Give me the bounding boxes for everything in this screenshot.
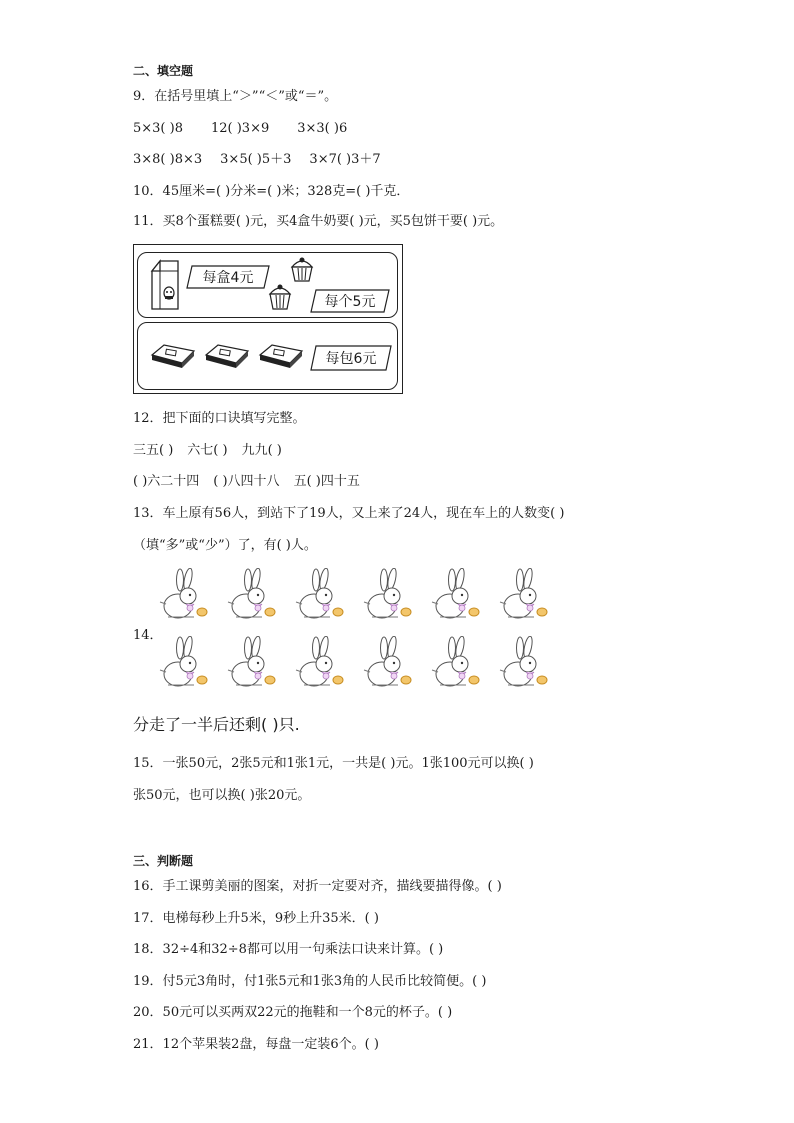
compare-item: 12( )3×9	[210, 121, 270, 136]
milk-carton-icon	[148, 257, 182, 313]
question-12-row-1	[133, 442, 282, 460]
rabbit-icon	[294, 636, 350, 692]
question-15-line-2: 张50元，也可以换( )张20元。	[133, 788, 311, 803]
section-title-fill-in: 二、填空题	[133, 64, 194, 78]
rabbit-icon	[294, 568, 350, 624]
rabbit-icon	[362, 636, 418, 692]
cake-price-tag	[310, 289, 390, 313]
rabbit-icon	[498, 636, 554, 692]
biscuit-pack-icon	[258, 343, 304, 369]
question-9-prompt: 9．在括号里填上“＞”“＜”或“＝”。	[133, 89, 338, 104]
question-17: 17．电梯每秒上升5米，9秒上升35米．( )	[133, 911, 379, 926]
biscuit-pack-icon	[150, 343, 196, 369]
question-18: 18．32÷4和32÷8都可以用一句乘法口诀来计算。( )	[133, 942, 444, 957]
cake-price-label: 每个5元	[324, 294, 376, 310]
price-picture	[133, 244, 403, 394]
milk-price-tag	[186, 265, 270, 289]
rabbit-icon	[158, 568, 214, 624]
rabbit-icon	[430, 636, 486, 692]
milk-price-label: 每盒4元	[202, 270, 254, 286]
rabbit-icon	[226, 636, 282, 692]
compare-item: 3×7( )3＋7	[309, 152, 381, 167]
compare-item: 3×5( )5＋3	[220, 152, 292, 167]
question-9-row-2	[133, 151, 381, 169]
rabbit-icon	[362, 568, 418, 624]
question-9-row-1	[133, 120, 347, 138]
biscuit-price-tag	[310, 345, 392, 371]
biscuit-price-label: 每包6元	[325, 351, 377, 367]
question-14-number: 14．	[133, 628, 163, 643]
rhyme-item: 五( )四十五	[293, 474, 360, 489]
section-title-judge: 三、判断题	[133, 854, 194, 868]
question-11: 11．买8个蛋糕要( )元，买4盒牛奶要( )元，买5包饼干要( )元。	[133, 214, 504, 229]
question-19: 19．付5元3角时，付1张5元和1张3角的人民币比较简便。( )	[133, 974, 487, 989]
panel-milk-cake	[137, 252, 398, 318]
rhyme-item: 三五( )	[133, 443, 174, 458]
rhyme-item: ( )六二十四	[133, 474, 200, 489]
question-15-line-1: 15．一张50元，2张5元和1张1元，一共是( )元。1张100元可以换( )	[133, 756, 534, 771]
rhyme-item: ( )八四十八	[213, 474, 280, 489]
question-12-prompt: 12．把下面的口诀填写完整。	[133, 411, 306, 426]
question-10: 10．45厘米=( )分米=( )米；328克=( )千克．	[133, 184, 410, 199]
question-13-line-2: （填“多”或“少”）了，有( )人。	[133, 538, 317, 553]
question-13-line-1: 13．车上原有56人，到站下了19人，又上来了24人，现在车上的人数变( )	[133, 506, 565, 521]
compare-item: 5×3( )8	[133, 121, 183, 136]
question-21: 21．12个苹果装2盘，每盘一定装6个。( )	[133, 1037, 379, 1052]
question-16: 16．手工课剪美丽的图案，对折一定要对齐，描线要描得像。( )	[133, 879, 502, 894]
cupcake-icon	[288, 255, 316, 283]
rabbit-icon	[430, 568, 486, 624]
rabbit-icon	[158, 636, 214, 692]
question-20: 20．50元可以买两双22元的拖鞋和一个8元的杯子。( )	[133, 1005, 453, 1020]
rabbit-icon	[226, 568, 282, 624]
cupcake-icon	[266, 281, 294, 311]
panel-biscuit	[137, 322, 398, 390]
biscuit-pack-icon	[204, 343, 250, 369]
question-12-row-2	[133, 473, 360, 491]
rabbit-icon	[498, 568, 554, 624]
rhyme-item: 九九( )	[241, 443, 282, 458]
rhyme-item: 六七( )	[187, 443, 228, 458]
rabbit-picture	[158, 568, 578, 696]
question-14-text: 分走了一半后还剩( )只.	[133, 715, 300, 734]
compare-item: 3×8( )8×3	[133, 152, 203, 167]
compare-item: 3×3( )6	[297, 121, 348, 136]
